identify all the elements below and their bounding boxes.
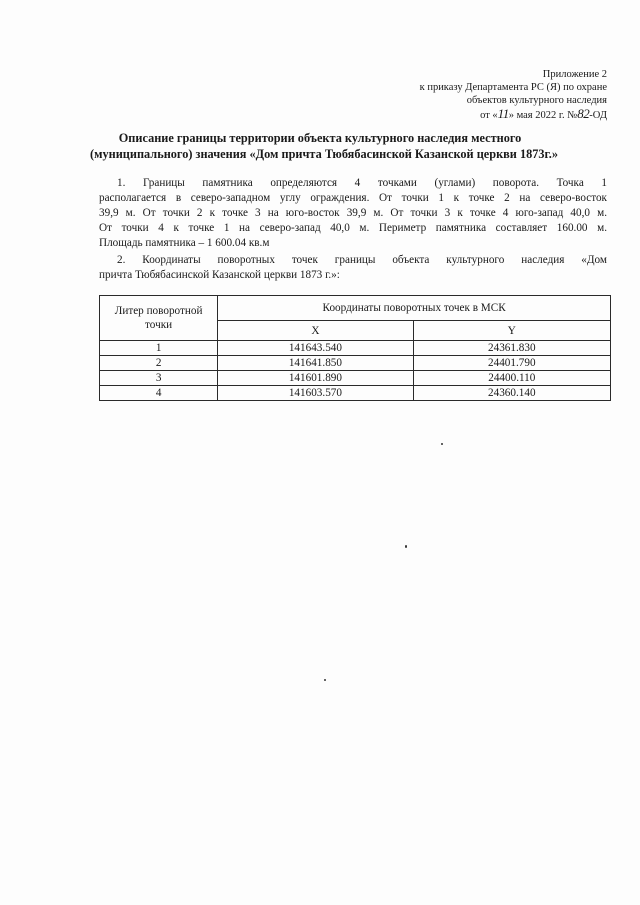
table-row (100, 371, 611, 386)
date-middle: » мая 2022 г. № (508, 110, 578, 121)
cell-point: 1 (100, 341, 218, 356)
document-title (90, 130, 558, 162)
scan-speck (405, 545, 407, 548)
paragraph-line: располагается в северо-западном углу ограждения. От точки 1 к точке 2 на северо-восток (99, 192, 607, 204)
header-x: X (218, 321, 413, 341)
title-line-2: (муниципального) значения «Дом причта Тюбябасинской Казанской церкви 1873г.» (90, 147, 558, 161)
header-point: Литер поворотной точки (100, 296, 218, 341)
appendix-label: Приложение 2 (542, 69, 607, 80)
paragraph-coordinates-intro (99, 253, 607, 283)
paragraph-line: 39,9 м. От точки 2 к точке 3 на юго-восток 39,9 м. От точки 3 к точке 4 юго-запад 40,0 м. (99, 207, 607, 219)
header-coordinates: Координаты поворотных точек в МСК (218, 296, 611, 321)
cell-x: 141601.890 (218, 371, 413, 386)
cell-y: 24400.110 (413, 371, 610, 386)
appendix-order-ref: к приказу Департамента РС (Я) по охране (419, 82, 607, 93)
table-row (100, 356, 611, 371)
paragraph-line: Площадь памятника – 1 600.04 кв.м (99, 237, 270, 249)
paragraph-line: От точки 4 к точке 1 на северо-запад 40,0 м. Периметр памятника составляет 160.00 м. (99, 222, 607, 234)
handwritten-day: 11 (497, 106, 509, 121)
cell-y: 24361.830 (413, 341, 610, 356)
table-header-row (100, 296, 611, 321)
paragraph-line: 2. Координаты поворотных точек границы объекта культурного наследия «Дом (117, 254, 607, 266)
handwritten-number: 82 (577, 106, 590, 121)
cell-x: 141643.540 (218, 341, 413, 356)
paragraph-line: причта Тюбябасинской Казанской церкви 1873 г.»: (99, 269, 340, 281)
cell-x: 141603.570 (218, 386, 413, 401)
date-suffix: -ОД (589, 110, 607, 121)
table-row (100, 386, 611, 401)
paragraph-line: 1. Границы памятника определяются 4 точками (углами) поворота. Точка 1 (117, 177, 607, 189)
date-prefix: от « (480, 110, 498, 121)
appendix-header (347, 68, 607, 122)
appendix-date-line (347, 107, 607, 122)
cell-y: 24360.140 (413, 386, 610, 401)
title-line-1: Описание границы территории объекта культурного наследия местного (118, 131, 522, 145)
scan-speck (441, 443, 443, 445)
scan-speck (324, 679, 326, 681)
coordinates-table (99, 295, 611, 401)
cell-y: 24401.790 (413, 356, 610, 371)
cell-point: 3 (100, 371, 218, 386)
table-row (100, 341, 611, 356)
paragraph-boundaries (99, 176, 607, 251)
cell-point: 2 (100, 356, 218, 371)
header-y: Y (413, 321, 610, 341)
appendix-department: объектов культурного наследия (466, 95, 607, 106)
cell-x: 141641.850 (218, 356, 413, 371)
cell-point: 4 (100, 386, 218, 401)
